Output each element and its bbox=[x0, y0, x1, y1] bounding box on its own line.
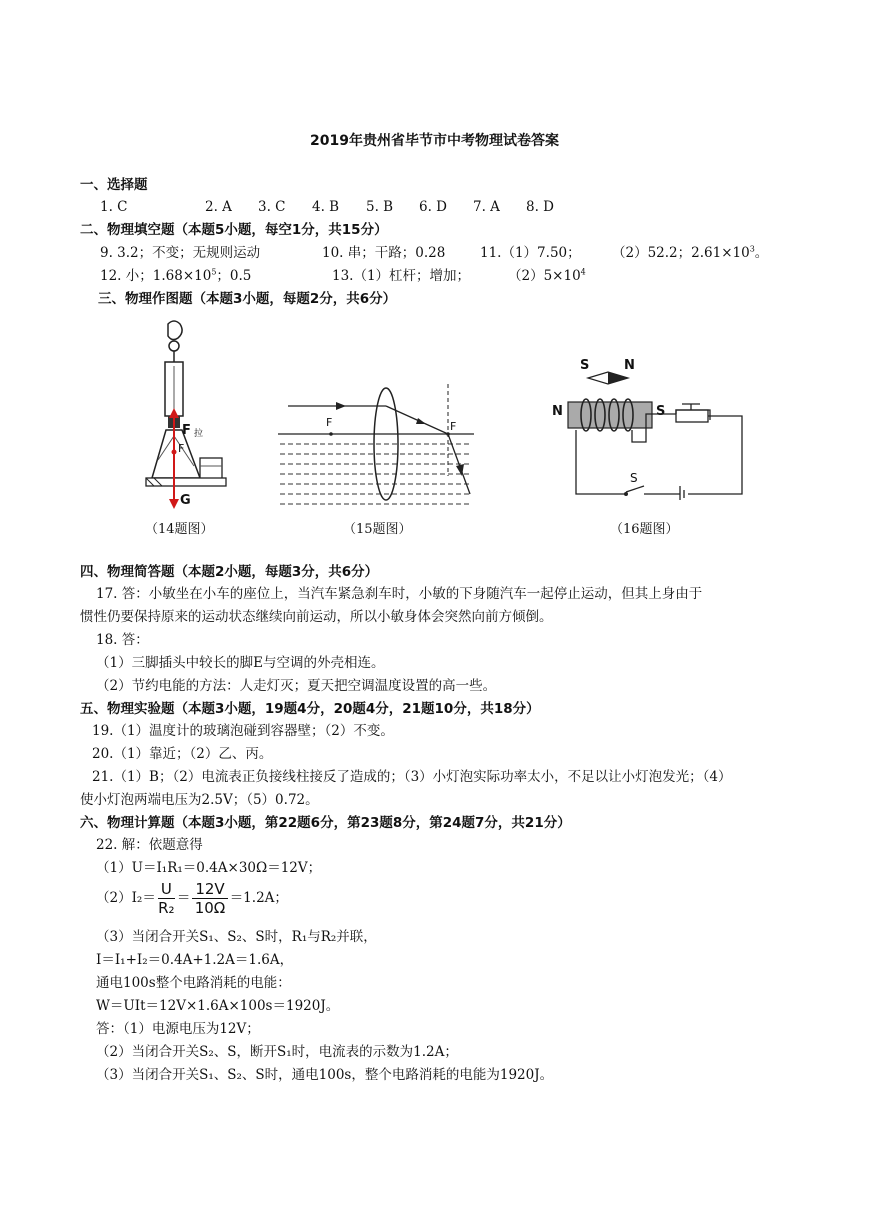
choice-answer-4: 4. B bbox=[312, 199, 340, 215]
section-2-header: 二、物理填空题（本题5小题，每空1分，共15分） bbox=[80, 222, 388, 238]
section-5-header: 五、物理实验题（本题3小题，19题4分，20题4分，21题10分，共18分） bbox=[80, 701, 540, 717]
answer-22-step-1: （1）U＝I₁R₁＝0.4A×30Ω＝12V； bbox=[96, 860, 322, 876]
answer-19: 19.（1）温度计的玻璃泡碰到容器壁；（2）不变。 bbox=[92, 723, 394, 739]
figure-15-focus-right: F bbox=[450, 420, 457, 433]
answer-18-item-1: （1）三脚插头中较长的脚E与空调的外壳相连。 bbox=[96, 655, 385, 671]
answer-18-label: 18. 答： bbox=[96, 632, 149, 648]
fill-answer-13a: 13.（1）杠杆；增加； bbox=[332, 268, 471, 284]
answer-22-conclusion-1: 答：（1）电源电压为12V； bbox=[96, 1021, 260, 1037]
fill-answer-11a: 11.（1）7.50； bbox=[480, 245, 581, 261]
section-6-header: 六、物理计算题（本题3小题，第22题6分，第23题8分，第24题7分，共21分） bbox=[80, 815, 571, 831]
answer-22-step-6: W＝UIt＝12V×1.6A×100s＝1920J。 bbox=[96, 998, 340, 1014]
figure-15-caption: （15题图） bbox=[343, 522, 412, 537]
figure-16-compass-n: N bbox=[624, 358, 635, 373]
fraction-12v-over-10ohm: $\frac{12V}{10\Omega}$ bbox=[192, 880, 227, 917]
answer-17-line-1: 17. 答：小敏坐在小车的座位上，当汽车紧急刹车时，小敏的下身随汽车一起停止运动，但其上身由于 bbox=[96, 586, 703, 602]
choice-answer-3: 3. C bbox=[258, 199, 286, 215]
section-3-header: 三、物理作图题（本题3小题，每题2分，共6分） bbox=[98, 291, 397, 307]
answer-22-step-3: （3）当闭合开关S₁、S₂、S时，R₁与R₂并联， bbox=[96, 929, 377, 945]
choice-answer-7: 7. A bbox=[473, 199, 500, 215]
choice-answer-8: 8. D bbox=[526, 199, 554, 215]
choice-answer-6: 6. D bbox=[419, 199, 447, 215]
choice-answer-5: 5. B bbox=[366, 199, 394, 215]
page-title: 2019年贵州省毕节市中考物理试卷答案 bbox=[310, 133, 559, 149]
figure-14-caption: （14题图） bbox=[145, 522, 214, 537]
answer-22-conclusion-2: （2）当闭合开关S₂、S，断开S₁时，电流表的示数为1.2A； bbox=[96, 1044, 458, 1060]
figure-16-magnet-s: S bbox=[656, 404, 666, 419]
section-4-header: 四、物理简答题（本题2小题，每题3分，共6分） bbox=[80, 564, 379, 580]
fraction-u-over-r2: $\frac{U}{\text{R₂}}$ bbox=[158, 880, 175, 917]
answer-22-step-2: （2）I₂＝ $\frac{U}{\text{R₂}}$ ＝ $\frac{12V}{10\Omega}$ ＝1.2A； bbox=[96, 880, 288, 917]
figure-14-force-label: F bbox=[178, 442, 185, 455]
fill-answer-10: 10. 串；干路；0.28 bbox=[322, 245, 446, 261]
choice-answer-2: 2. A bbox=[205, 199, 232, 215]
answer-20: 20.（1）靠近；（2）乙、丙。 bbox=[92, 746, 273, 762]
figure-16-caption: （16题图） bbox=[610, 522, 679, 537]
figure-15-focus-left: F bbox=[326, 416, 333, 429]
answer-17-line-2: 惯性仍要保持原来的运动状态继续向前运动，所以小敏身体会突然向前方倾倒。 bbox=[80, 609, 553, 625]
fill-answer-13b: $(2)5\times 10^4$ bbox=[508, 267, 586, 284]
section-1-header: 一、选择题 bbox=[80, 177, 148, 193]
answer-22-intro: 22. 解：依题意得 bbox=[96, 837, 203, 853]
answer-22-step-4: I＝I₁+I₂＝0.4A+1.2A＝1.6A， bbox=[96, 952, 294, 968]
choice-answer-1: 1. C bbox=[100, 199, 128, 215]
answer-21-line-2: 使小灯泡两端电压为2.5V；（5）0.72。 bbox=[80, 792, 319, 808]
figure-15-diagram bbox=[276, 384, 476, 508]
answer-22-conclusion-3: （3）当闭合开关S₁、S₂、S时，通电100s，整个电路消耗的电能为1920J。 bbox=[96, 1067, 554, 1083]
figure-14-diagram bbox=[138, 318, 238, 514]
figure-14-gravity-label: G bbox=[180, 493, 191, 508]
answer-21-line-1: 21.（1）B；（2）电流表正负接线柱接反了造成的；（3）小灯泡实际功率太小，不足以让小灯泡发光；（4） bbox=[92, 769, 732, 785]
figure-16-diagram bbox=[546, 352, 746, 500]
answer-22-step-5: 通电100s整个电路消耗的电能： bbox=[96, 975, 291, 991]
figure-16-switch-label: S bbox=[630, 471, 638, 485]
figure-14-force-pull-label: F bbox=[182, 423, 191, 438]
fill-answer-12: 12. 小；$1.68\times 10^5$；0.5 bbox=[100, 267, 252, 284]
fill-answer-11b: （2）52.2；$2.61\times 10^3$。 bbox=[612, 244, 769, 261]
figure-16-magnet-n: N bbox=[552, 404, 563, 419]
figure-14-force-pull-sub: 拉 bbox=[194, 429, 204, 439]
answer-18-item-2: （2）节约电能的方法：人走灯灭；夏天把空调温度设置的高一些。 bbox=[96, 678, 497, 694]
figure-16-compass-s: S bbox=[580, 358, 590, 373]
fill-answer-9: 9. 3.2；不变；无规则运动 bbox=[100, 245, 261, 261]
